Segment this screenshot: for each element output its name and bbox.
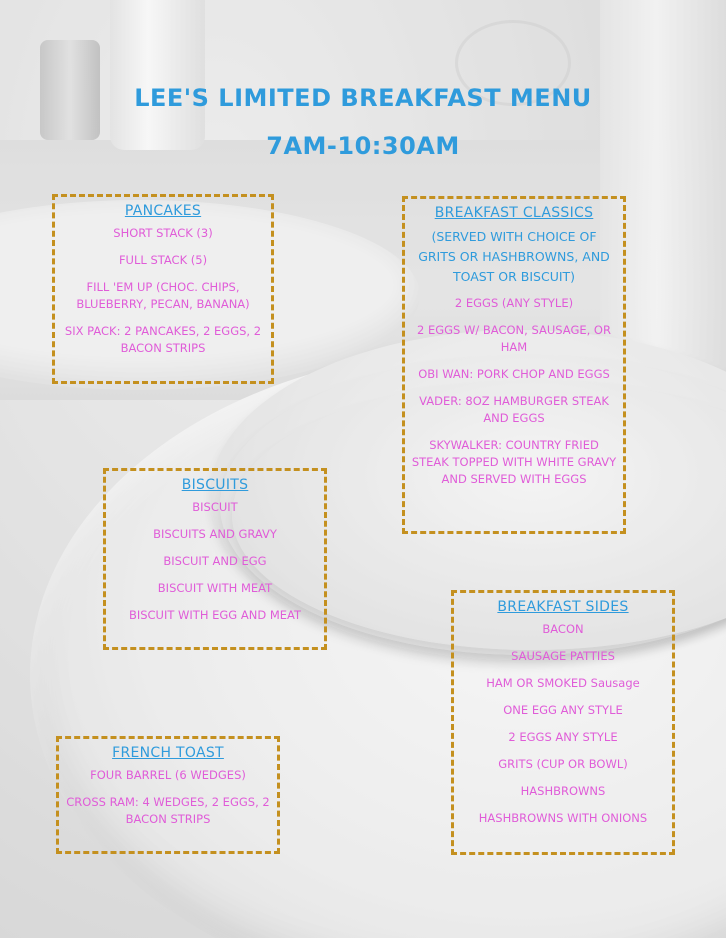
- menu-title: LEE'S LIMITED BREAKFAST MENU: [134, 84, 592, 112]
- menu-item: FILL 'EM UP (CHOC. CHIPS, BLUEBERRY, PECAN, BANANA): [76, 280, 250, 311]
- menu-item: BISCUIT WITH MEAT: [157, 581, 273, 595]
- menu-item: SKYWALKER: COUNTRY FRIED STEAK TOPPED WITH WHITE GRAVY AND SERVED WITH EGGS: [411, 438, 617, 486]
- pancakes-heading: PANCAKES: [124, 203, 202, 219]
- menu-hours: 7AM-10:30AM: [266, 132, 460, 160]
- menu-item: BISCUIT: [192, 500, 238, 514]
- menu-item: GRITS (CUP OR BOWL): [498, 757, 628, 771]
- menu-item: BISCUITS AND GRAVY: [153, 527, 277, 541]
- menu-item: OBI WAN: PORK CHOP AND EGGS: [418, 367, 610, 381]
- french-toast-heading: FRENCH TOAST: [112, 745, 224, 761]
- breakfast-classics-section: [402, 196, 626, 534]
- menu-item: HAM OR SMOKED Sausage: [486, 676, 640, 690]
- pancakes-section: [52, 194, 274, 384]
- menu-item: SHORT STACK (3): [113, 226, 213, 240]
- menu-item: 2 EGGS W/ BACON, SAUSAGE, OR HAM: [417, 323, 611, 354]
- menu-item: CROSS RAM: 4 WEDGES, 2 EGGS, 2 BACON STRIPS: [66, 795, 270, 826]
- menu-item: VADER: 8OZ HAMBURGER STEAK AND EGGS: [419, 394, 609, 425]
- menu-item: SAUSAGE PATTIES: [511, 649, 615, 663]
- breakfast-sides-section: [451, 590, 675, 855]
- menu-item: FOUR BARREL (6 WEDGES): [90, 768, 246, 782]
- menu-item: HASHBROWNS: [520, 784, 606, 798]
- menu-item: BISCUIT AND EGG: [163, 554, 267, 568]
- classics-note: (SERVED WITH CHOICE OF GRITS OR HASHBROWNS, AND TOAST OR BISCUIT): [418, 229, 610, 284]
- menu-item: FULL STACK (5): [118, 253, 208, 267]
- menu-item: BACON: [542, 622, 584, 636]
- breakfast-classics-heading: BREAKFAST CLASSICS: [434, 205, 594, 221]
- french-toast-section: [56, 736, 280, 854]
- menu-item: HASHBROWNS WITH ONIONS: [478, 811, 648, 825]
- menu-item: 2 EGGS (ANY STYLE): [454, 296, 574, 310]
- breakfast-sides-heading: BREAKFAST SIDES: [497, 599, 629, 615]
- biscuits-heading: BISCUITS: [181, 477, 249, 493]
- menu-item: SIX PACK: 2 PANCAKES, 2 EGGS, 2 BACON STRIPS: [64, 324, 262, 355]
- menu-item: ONE EGG ANY STYLE: [503, 703, 623, 717]
- menu-item: 2 EGGS ANY STYLE: [508, 730, 618, 744]
- menu-item: BISCUIT WITH EGG AND MEAT: [128, 608, 302, 622]
- biscuits-section: [103, 468, 327, 650]
